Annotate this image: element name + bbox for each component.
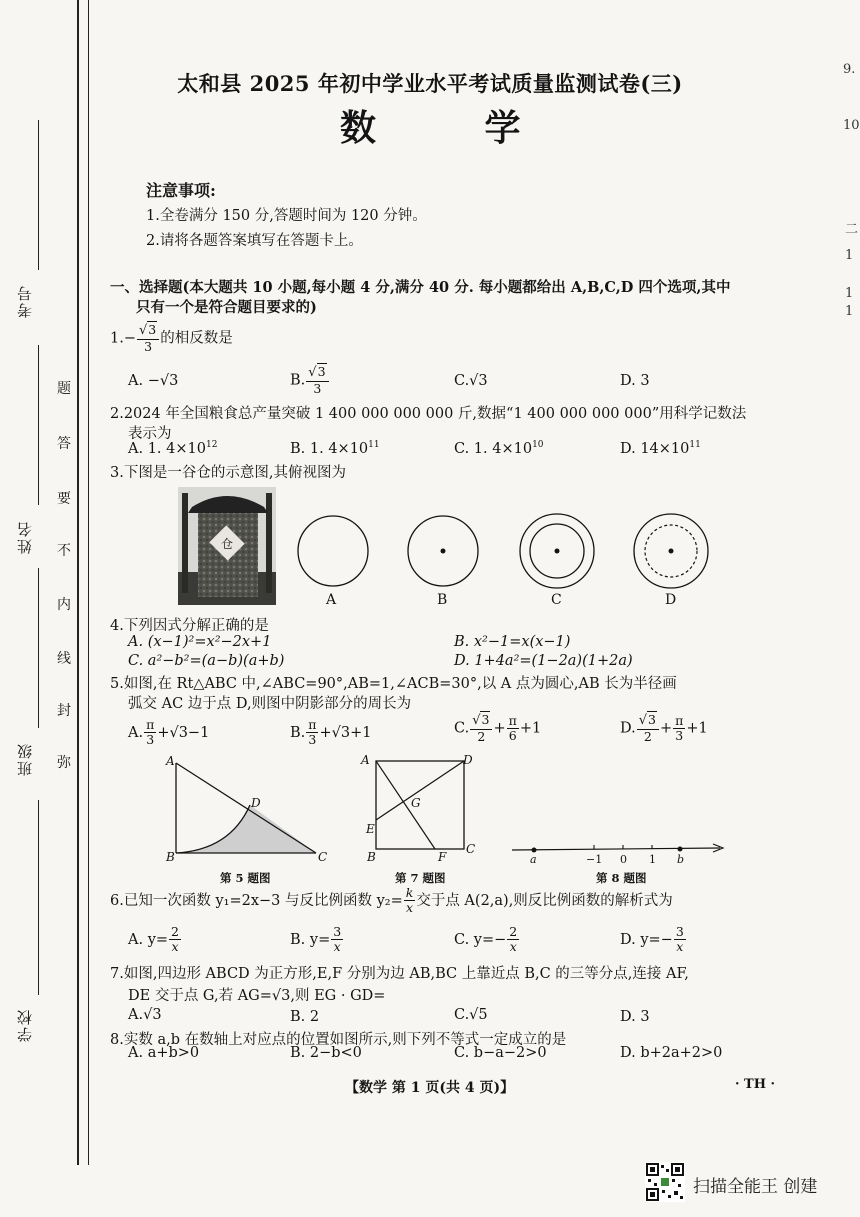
edge-fragment: 10 — [843, 118, 860, 133]
edge-fragment: 1 — [845, 248, 854, 263]
q6-option-a: A. y= $\frac{2}{x}$ — [128, 924, 179, 955]
q8-option-d: D. b+2a+2>0 — [620, 1045, 723, 1061]
fig7-caption: 第 7 题图 — [395, 871, 446, 885]
seal-char: 内 — [57, 597, 71, 613]
fig5-label-b: B — [166, 850, 175, 864]
q8-option-b: B. 2−b<0 — [290, 1045, 362, 1061]
fig7-label-a: A — [361, 753, 370, 767]
section-heading-cont: 只有一个是符合题目要求的) — [136, 299, 317, 316]
fig7-label-f: F — [438, 850, 447, 864]
fig8-label-b: b — [677, 853, 685, 866]
fig5-label-a: A — [166, 754, 175, 768]
q8-option-c: C. b−a−2>0 — [454, 1045, 547, 1061]
question-5: 5.如图,在 Rt△ABC 中,∠ABC=90°,AB=1,∠ACB=30°,以 A 点为圆心,AB 长为半径画 — [110, 676, 677, 692]
notice-item: 1.全卷满分 150 分,答题时间为 120 分钟。 — [146, 208, 427, 224]
scanner-watermark: 扫描全能王 创建 — [693, 1177, 818, 1197]
q6-option-b: B. y= $\frac{3}{x}$ — [290, 924, 342, 955]
q3-label-b: B — [437, 592, 448, 608]
q6-option-c: C. y=− $\frac{2}{x}$ — [454, 924, 518, 955]
question-8: 8.实数 a,b 在数轴上对应点的位置如图所示,则下列不等式一定成立的是 — [110, 1032, 567, 1048]
q4-option-a: A. (x−1)²=x²−2x+1 — [128, 634, 272, 650]
question-2-cont: 表示为 — [128, 426, 172, 442]
granary-photo — [178, 487, 276, 605]
fig8-label-1: 1 — [649, 853, 656, 866]
seal-char: 封 — [57, 703, 71, 719]
fig7-label-g: G — [411, 796, 421, 810]
field-exam-number-line — [38, 120, 39, 270]
question-4: 4.下列因式分解正确的是 — [110, 618, 269, 634]
section-heading: 一、选择题(本大题共 10 小题,每小题 4 分,满分 40 分. 每小题都给出 A,B,C,D 四个选项,其中 — [110, 279, 731, 296]
fig5-caption: 第 5 题图 — [220, 871, 271, 885]
q3-label-c: C — [551, 592, 562, 608]
footer-code: · TH · — [735, 1077, 776, 1092]
field-school-line — [38, 800, 39, 995]
q5-option-b: B. $\frac{\pi}{3}$ +√3+1 — [290, 717, 372, 748]
field-name: 姓名 — [16, 520, 34, 554]
margin-line-outer — [77, 0, 79, 1165]
question-1: 1.− $\frac{√3}{3}$ 的相反数是 — [110, 322, 233, 354]
field-exam-number: 考号 — [16, 284, 34, 318]
notice-item: 2.请将各题答案填写在答题卡上。 — [146, 233, 363, 249]
notice-heading: 注意事项: — [146, 181, 216, 200]
field-school: 学校 — [16, 1008, 34, 1042]
q6-option-d: D. y=− $\frac{3}{x}$ — [620, 924, 684, 955]
fig5-label-d: D — [251, 796, 261, 810]
q4-option-d: D. 1+4a²=(1−2a)(1+2a) — [454, 653, 633, 669]
fig7-label-e: E — [366, 822, 375, 836]
margin-line-inner — [88, 0, 89, 1165]
q7-option-b: B. 2 — [290, 1009, 320, 1025]
option-c-concentric — [518, 512, 596, 590]
question-7: 7.如图,四边形 ABCD 为正方形,E,F 分别为边 AB,BC 上靠近点 B,C 的三等分点,连接 AF, — [110, 966, 689, 982]
option-d-dashed — [632, 512, 710, 590]
q2-option-d: D. $14\times 10^{11}$ — [620, 440, 701, 457]
svg-text:仓: 仓 — [220, 537, 234, 551]
q2-option-b: B. 1. $4\times 10^{11}$ — [290, 440, 380, 457]
edge-fragment: 二 — [845, 222, 859, 237]
fig8-label-a: a — [530, 853, 537, 866]
option-b-circle-dot — [406, 514, 480, 588]
seal-char: 题 — [57, 381, 71, 397]
q7-option-a: A.√3 — [128, 1007, 162, 1023]
edge-fragment: 1 — [845, 304, 854, 319]
q7-option-c: C.√5 — [454, 1007, 488, 1023]
edge-fragment: 9. — [843, 62, 856, 77]
q4-option-b: B. x²−1=x(x−1) — [454, 634, 571, 650]
q1-option-a: A. −√3 — [128, 373, 179, 389]
edge-fragment: 1 — [845, 286, 854, 301]
seal-char: 答 — [57, 436, 71, 452]
fig7-label-b: B — [367, 850, 376, 864]
fig8-label-0: 0 — [620, 853, 627, 866]
question-5-cont: 弧交 AC 边于点 D,则图中阴影部分的周长为 — [128, 696, 412, 712]
seal-char: 线 — [57, 651, 71, 667]
question-7-cont: DE 交于点 G,若 AG=√3,则 EG · GD= — [128, 988, 386, 1004]
seal-char: 要 — [57, 491, 71, 507]
subject-title: 数 学 — [340, 107, 569, 149]
q2-option-c: C. 1. $4\times 10^{10}$ — [454, 440, 544, 457]
seal-char: 弥 — [57, 755, 71, 771]
fig7-label-d: D — [463, 753, 473, 767]
figure-5 — [160, 755, 340, 865]
q3-label-a: A — [326, 592, 337, 608]
fig8-label-neg1: −1 — [586, 853, 603, 866]
q1-option-d: D. 3 — [620, 373, 650, 389]
field-class: 班级 — [16, 742, 34, 776]
q8-option-a: A. a+b>0 — [128, 1045, 200, 1061]
q2-option-a: A. 1. $4\times 10^{12}$ — [128, 440, 218, 457]
q3-label-d: D — [665, 592, 677, 608]
option-a-circle — [296, 514, 370, 588]
page-footer: 【数学 第 1 页(共 4 页)】 — [345, 1080, 515, 1096]
q4-option-c: C. a²−b²=(a−b)(a+b) — [128, 653, 285, 669]
q5-option-d: D. $\frac{√3}{2}$ + $\frac{\pi}{3}$ +1 — [620, 712, 708, 744]
q1-option-c: C.√3 — [454, 373, 488, 389]
q7-option-d: D. 3 — [620, 1009, 650, 1025]
field-name-line — [38, 345, 39, 505]
question-2: 2.2024 年全国粮食总产量突破 1 400 000 000 000 斤,数据“1 400 000 000 000”用科学记数法 — [110, 406, 747, 422]
exam-title: 太和县 2025 年初中学业水平考试质量监测试卷(三) — [177, 71, 683, 96]
fig8-caption: 第 8 题图 — [596, 871, 647, 885]
q5-option-c: C. $\frac{√3}{2}$ + $\frac{\pi}{6}$ +1 — [454, 712, 542, 744]
q1-option-b: B. $\frac{√3}{3}$ — [290, 365, 330, 396]
fig5-label-c: C — [318, 850, 328, 864]
question-3: 3.下图是一谷仓的示意图,其俯视图为 — [110, 465, 346, 481]
seal-char: 不 — [57, 543, 71, 559]
question-6: 6.已知一次函数 y₁=2x−3 与反比例函数 y₂= $\frac{k}{x}$ 交于点 A(2,a),则反比例函数的解析式为 — [110, 885, 673, 916]
fig7-label-c: C — [466, 842, 476, 856]
q5-option-a: A. $\frac{\pi}{3}$ +√3−1 — [128, 717, 210, 748]
field-class-line — [38, 568, 39, 728]
qr-code-icon — [645, 1162, 685, 1202]
